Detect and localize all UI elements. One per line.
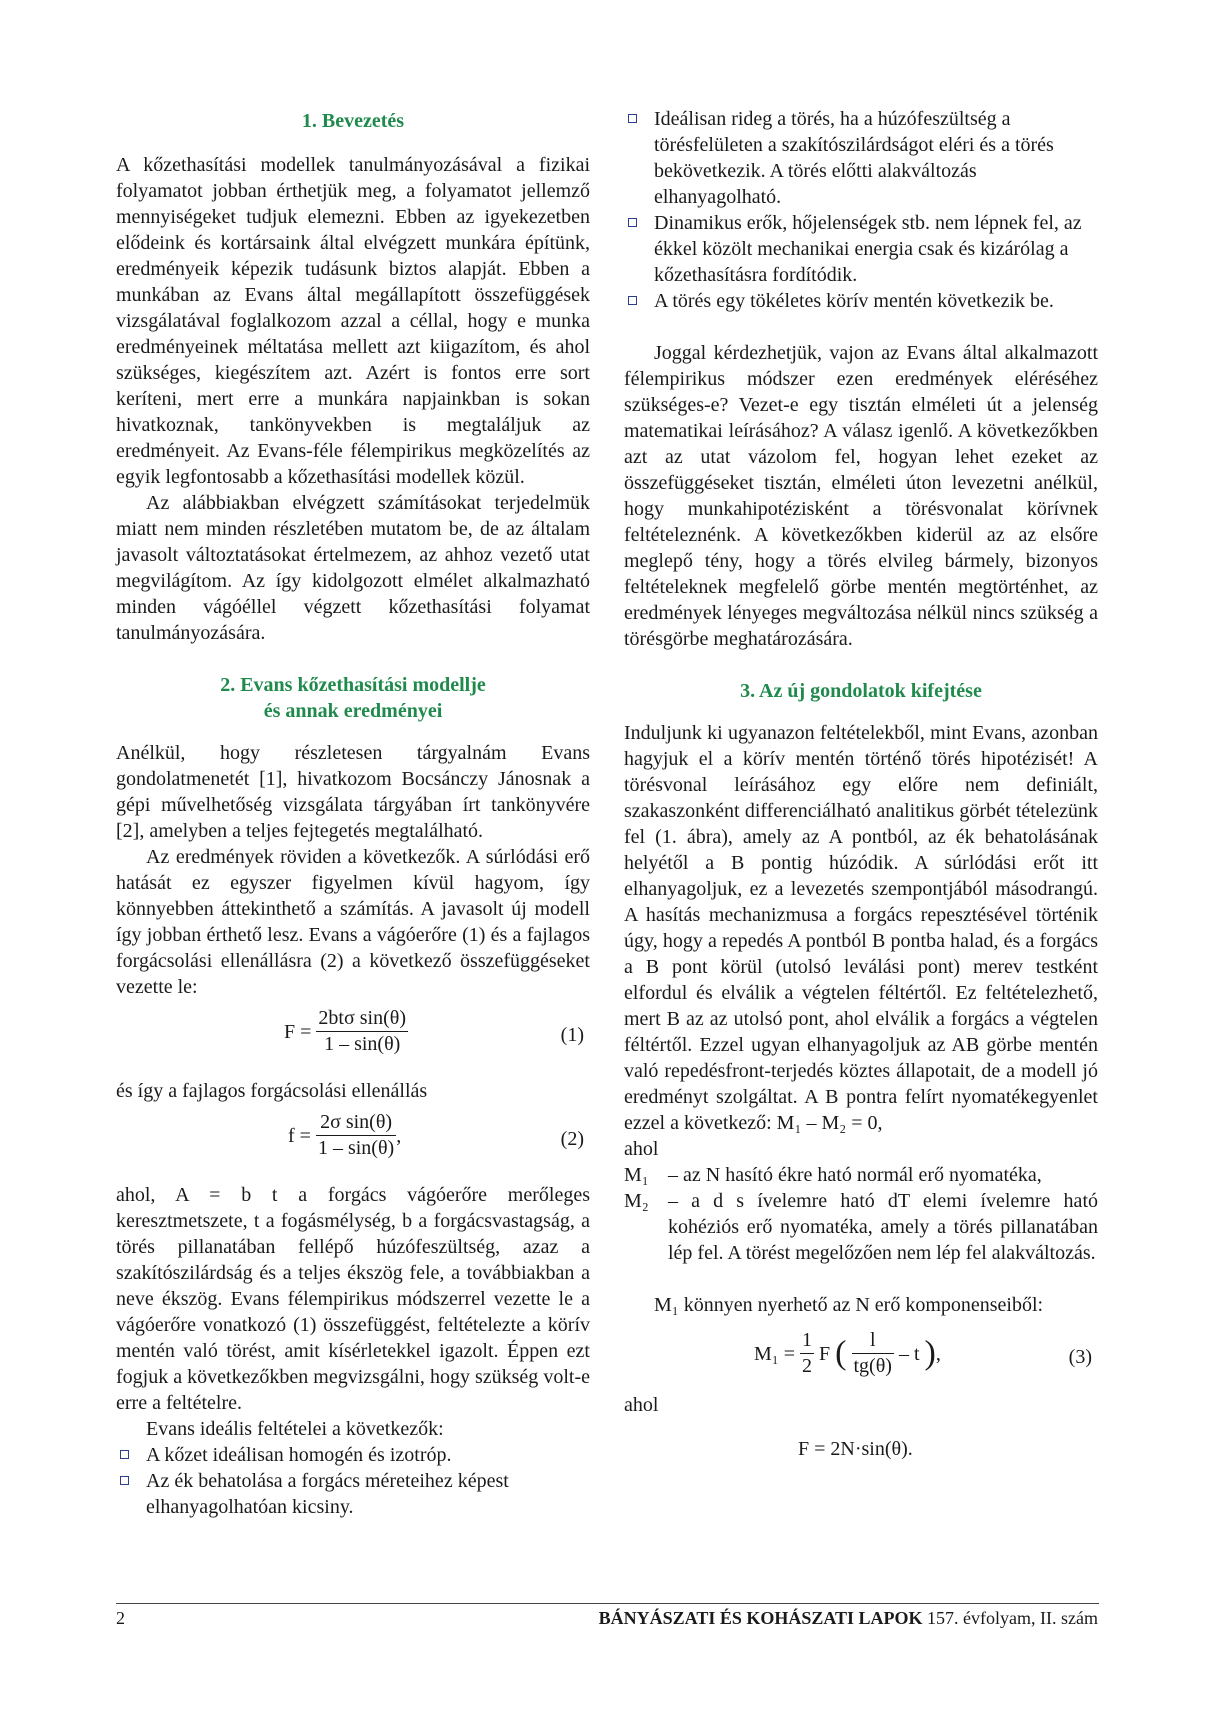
eq1-denominator: 1 – sin(θ) [324, 1033, 401, 1055]
ahol-label: ahol [624, 1138, 659, 1160]
section-2-title [116, 672, 590, 724]
equation-1 [116, 1006, 590, 1068]
definition-item: M₁ – az N hasító ékre ható normál erő nyomatéka, [624, 1164, 1042, 1186]
right-paren-icon: ) [924, 1334, 936, 1372]
definitions-list [624, 1162, 1098, 1266]
list-item: A törés egy tökéletes körív mentén következik be. [624, 288, 1098, 314]
list-item: Az ék behatolása a forgács méreteihez képest elhanyagolhatóan kicsiny. [116, 1468, 590, 1520]
paragraph: A kőzethasítási modellek tanulmányozásával a fizikai folyamatot jobban érthetjük meg, a folyamatot jellemző mennyiségeket tudjuk elemezni. Ebben az igyekezetben elődeink és kortársaink által elvégzett munkára építünk, eredményeik képezik tudásunk biztos alapját. Ebben a munkában az Evans által megállapított összefüggések vizsgálatával foglalkozom azzal a céllal, hogy e munka eredményeinek méltatása mellett azt kiigazítom, és ahol szükséges, kiegészítem azt. Azért is fontos erre sort keríteni, mert erre a munkára napjainkban is sokan hivatkoznak, tankönyvekben is megtaláljuk az eredményeit. Az Evans-féle félempirikus megközelítés az egyik legfontosabb a kőzethasítási modellek közül. [116, 154, 590, 488]
journal-footer [599, 1608, 1098, 1629]
conditions-list-continued [624, 106, 1098, 314]
list-item: Ideálisan rideg a törés, ha a húzófeszültség a törésfelületen a szakítószilárdságot eléri és a törés bekövetkezik. A törés előtti alakváltozás elhanyagolható. [624, 106, 1098, 210]
eq1-number: (1) [560, 1024, 584, 1046]
eq2-fraction [316, 1110, 396, 1161]
paragraph: Az alábbiakban elvégzett számításokat terjedelmük miatt nem minden részletében mutatom be, de az általam javasolt változtatásokat értelmezem, az ahhoz vezető utat megvilágítom. Az így kidolgozott elmélet alkalmazható minden vágóéllel végzett kőzethasítási folyamat tanulmányozására. [116, 492, 590, 644]
right-column [624, 106, 1098, 1462]
paragraph: M₁ könnyen nyerhető az N erő komponenseiből: [654, 1294, 1044, 1316]
eq1-fraction [316, 1006, 408, 1057]
paragraph: Evans ideális feltételei a következők: [146, 1418, 444, 1440]
section-3-title: 3. Az új gondolatok kifejtése [740, 680, 982, 702]
paragraph: ahol, A = b t a forgács vágóerőre merőleges keresztmetszete, t a fogásmélység, b a forgácsvastagság, a törés pillanatában fellépő húzófeszültség, azaz a szakítószilárdság és a teljes ékszög fele, a továbbiakban a neve ékszög. Evans félempirikus módszerrel vezette le a vágóerőre vonatkozó (1) összefüggést, feltételezte a körív mentén való törést, amit kísérletekkel igazolt. Éppen ezt fogjuk a következőkben megvizsgálni, hogy szükség volt-e erre a feltételre. [116, 1184, 590, 1414]
checkbox-bullet-icon [628, 296, 637, 305]
checkbox-bullet-icon [120, 1450, 129, 1459]
paragraph: és így a fajlagos forgácsolási ellenállás [116, 1080, 428, 1102]
eq2-number: (2) [560, 1128, 584, 1150]
checkbox-bullet-icon [120, 1476, 129, 1485]
paragraph: Anélkül, hogy részletesen tárgyalnám Evans gondolatmenetét [1], hivatkozom Bocsánczy Jánosnak a gépi művelhetőség vizsgálata tárgyában írt tankönyvére [2], amelyben a teljes fejtegetés megtalálható. [116, 742, 590, 842]
section-2-title-line2: és annak eredményei [263, 700, 443, 722]
list-item: Dinamikus erők, hőjelenségek stb. nem lépnek fel, az ékkel közölt mechanikai energia csak és kizárólag a kőzethasításra fordítódik. [624, 210, 1098, 288]
eq3-inner-fraction: $\frac{l}{tg(\theta)}$ [853, 1329, 892, 1377]
eq3-F: F [819, 1342, 831, 1365]
checkbox-bullet-icon [628, 218, 637, 227]
definition-item: M₂ – a d s ívelemre ható dT elemi ívelemre ható kohéziós erő nyomatéka, amely a törés pillanatában lép fel. A törést megelőzően nem lép fel alakváltozás. [624, 1190, 1098, 1264]
left-column [116, 108, 590, 1520]
footer-rule [116, 1603, 1099, 1604]
eq2-tail: , [396, 1124, 402, 1147]
eq3-lhs: M₁ = [754, 1342, 796, 1365]
section-2-title-line1: 2. Evans kőzethasítási modellje [220, 674, 486, 696]
eq2-numerator: 2σ sin(θ) [316, 1110, 396, 1136]
checkbox-bullet-icon [628, 114, 637, 123]
list-item: A kőzet ideálisan homogén és izotróp. [116, 1442, 590, 1468]
symbol: M₂ [624, 1190, 649, 1212]
equation-4: F = 2N·sin(θ). [798, 1438, 913, 1460]
eq2-lhs: f = [288, 1124, 311, 1147]
left-paren-icon: ( [835, 1334, 847, 1372]
journal-name: BÁNYÁSZATI ÉS KOHÁSZATI LAPOK [598, 1608, 923, 1628]
eq3-number: (3) [1068, 1346, 1092, 1368]
paragraph: Joggal kérdezhetjük, vajon az Evans által alkalmazott félempirikus módszer ezen eredmények eléréséhez szükséges-e? Vezet-e egy tisztán elméleti út a jelenség matematikai leírásához? A válasz igenlő. A következőkben azt az utat vázolom fel, hogyan lehet ezeket az összefüggéseket tisztán, elméleti úton levezetni anélkül, hogy munkahipotézisként a törésvonalat körívnek feltételeznénk. A következőkben kiderül az az elsőre meglepő tény, hogy a törés elvileg bármely, bizonyos feltételeknek megfelelő görbe mentén megtörténhet, az eredmények lényeges megváltozása nélkül nincs szükség a törésgörbe meghatározására. [624, 342, 1098, 650]
equation-2 [116, 1110, 590, 1172]
section-1-title: 1. Bevezetés [301, 110, 405, 132]
ahol-label: ahol [624, 1394, 659, 1416]
eq1-lhs: F = [284, 1020, 312, 1043]
eq3-half: $\frac{1}{2}$ [802, 1329, 813, 1377]
symbol: M₁ [624, 1164, 649, 1186]
eq1-numerator: 2btσ sin(θ) [316, 1006, 408, 1032]
journal-issue: 157. évfolyam, II. szám [927, 1608, 1098, 1628]
equation-3: M₁ = $\frac{1}{2}$ F ( $\frac{l}{tg(\theta)}$ – t ), (3) [754, 1329, 1092, 1377]
conditions-list [116, 1442, 590, 1520]
eq2-denominator: 1 – sin(θ) [317, 1137, 395, 1159]
page-number: 2 [116, 1608, 125, 1628]
eq3-minus-t: – t [898, 1342, 920, 1365]
paragraph: Induljunk ki ugyanazon feltételekből, mint Evans, azonban hagyjuk el a körív mentén történő törés hipotézisét! A törésvonal leírásához egy előre nem definiált, szakaszonként differenciálható analitikus görbét tételezünk fel (1. ábra), amely az A pontból, az ék behatolásának helyétől a B pontig húzódik. A súrlódási erőt itt elhanyagoljuk, ez a levezetés szempontjából másodrangú. A hasítás mechanizmusa a forgács repesztésével történik úgy, hogy a repedés A pontból B pontba halad, és a forgács a B pont körül (utolsó leválási pont) merev testként elfordul és elválik a végtelen féltértől. Ez feltételezhető, mert B az az utolsó pont, ahol elválik a forgács a végtelen féltértől. Ezzel ugyan elhanyagoljuk az AB görbe mentén való repedésfront-terjedés köztes állapotait, de a modell jó eredményt szolgáltat. A B pontra felírt nyomatékegyenlet ezzel a következő: M₁ – M₂ = 0, [624, 722, 1098, 1134]
paragraph: Az eredmények röviden a következők. A súrlódási erő hatását ez egyszer figyelmen kívül hagyom, így könnyebben áttekinthető a számítás. A javasolt új modell így jobban érthető lesz. Evans a vágóerőre (1) és a fajlagos forgácsolási ellenállásra (2) a következő összefüggéseket vezette le: [116, 846, 590, 998]
